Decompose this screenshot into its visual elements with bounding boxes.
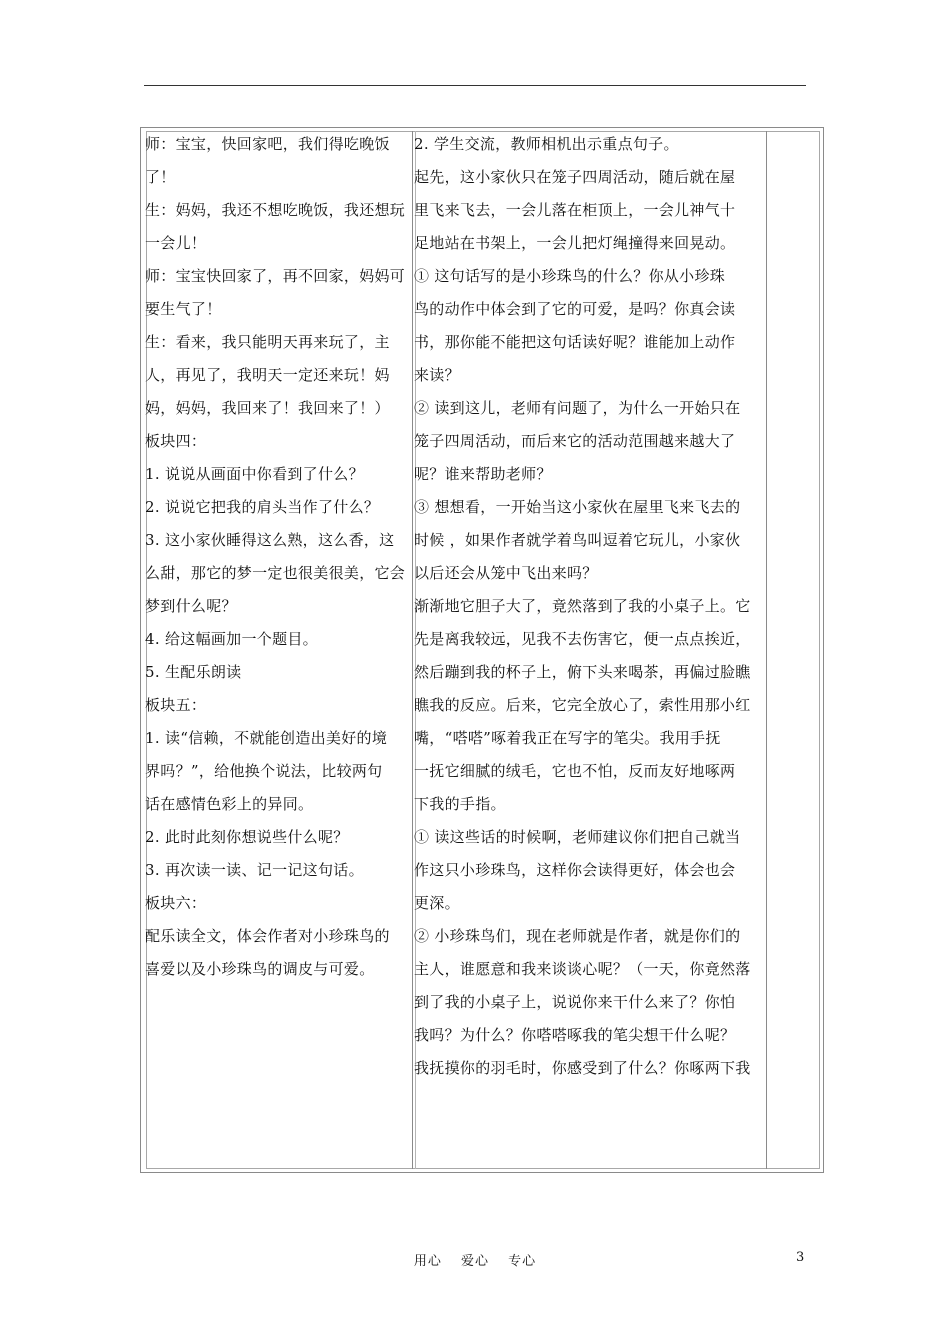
text-line: 3. 这小家伙睡得这么熟，这么香，这 xyxy=(145,531,395,549)
text-line: 3. 再次读一读、记一记这句话。 xyxy=(145,861,364,879)
text-line: 板块五： xyxy=(145,696,207,714)
text-line: 板块四： xyxy=(145,432,207,450)
text-line: 界吗？”，给他换个说法，比较两句 xyxy=(145,762,383,780)
header-rule xyxy=(144,85,806,86)
text-line: 下我的手指。 xyxy=(414,795,506,813)
text-line: 里飞来飞去，一会儿落在柜顶上，一会儿神气十 xyxy=(414,201,736,219)
text-line: ③ 想想看，一开始当这小家伙在屋里飞来飞去的 xyxy=(414,498,741,516)
text-line: 时候 ，如果作者就学着鸟叫逗着它玩儿，小家伙 xyxy=(414,531,741,549)
text-line: 笼子四周活动，而后来它的活动范围越来越大了 xyxy=(414,432,736,450)
text-line: 书，那你能不能把这句话读好呢？谁能加上动作 xyxy=(414,333,736,351)
text-line: 到了我的小桌子上，说说你来干什么来了？你怕 xyxy=(414,993,736,1011)
text-line: 嘴，“嗒嗒”啄着我正在写字的笔尖。我用手抚 xyxy=(414,729,721,747)
text-line: 2. 说说它把我的肩头当作了什么？ xyxy=(145,498,380,516)
text-line: 梦到什么呢？ xyxy=(145,597,237,615)
footer-motto: 用心 爱心 专心 xyxy=(413,1254,537,1269)
text-line: 渐渐地它胆子大了，竟然落到了我的小桌子上。它 xyxy=(414,597,751,615)
left-column xyxy=(145,128,412,986)
text-line: 来读？ xyxy=(414,366,460,384)
text-line: 话在感情色彩上的异同。 xyxy=(145,795,314,813)
text-line: 先是离我较远，见我不去伤害它，便一点点挨近， xyxy=(414,630,751,648)
text-line: 师：宝宝快回家了，再不回家，妈妈可 xyxy=(145,267,406,285)
text-line: 了！ xyxy=(145,168,176,186)
text-line: 起先，这小家伙只在笼子四周活动，随后就在屋 xyxy=(414,168,736,186)
text-line: 更深。 xyxy=(414,894,460,912)
text-line: 作这只小珍珠鸟，这样你会读得更好，体会也会 xyxy=(414,861,736,879)
text-line: ② 小珍珠鸟们，现在老师就是作者，就是你们的 xyxy=(414,927,741,945)
text-line: 瞧我的反应。后来，它完全放心了，索性用那小红 xyxy=(414,696,751,714)
column-divider xyxy=(412,131,413,1169)
text-line: 然后蹦到我的杯子上，俯下头来喝茶，再偏过脸瞧 xyxy=(414,663,751,681)
text-line: 师：宝宝，快回家吧，我们得吃晚饭 xyxy=(145,135,390,153)
text-line: 鸟的动作中体会到了它的可爱，是吗？你真会读 xyxy=(414,300,736,318)
text-line: 生：妈妈，我还不想吃晚饭，我还想玩 xyxy=(145,201,406,219)
text-line: 4. 给这幅画加一个题目。 xyxy=(145,630,318,648)
text-line: 我抚摸你的羽毛时，你感受到了什么？你啄两下我 xyxy=(414,1059,751,1077)
text-line: 5. 生配乐朗读 xyxy=(145,663,242,681)
text-line: 以后还会从笼中飞出来吗？ xyxy=(414,564,598,582)
right-column xyxy=(414,128,768,1085)
text-line: 妈，妈妈，我回来了！我回来了！） xyxy=(145,399,390,417)
text-line: 1. 读“信赖，不就能创造出美好的境 xyxy=(145,729,388,747)
text-line: 我吗？为什么？你嗒嗒啄我的笔尖想干什么呢？ xyxy=(414,1026,736,1044)
text-line: 一抚它细腻的绒毛，它也不怕，反而友好地啄两 xyxy=(414,762,736,780)
text-line: 2. 此时此刻你想说些什么呢？ xyxy=(145,828,349,846)
page-number: 3 xyxy=(796,1250,805,1265)
text-line: ① 读这些话的时候啊，老师建议你们把自己就当 xyxy=(414,828,741,846)
text-line: ① 这句话写的是小珍珠鸟的什么？你从小珍珠 xyxy=(414,267,726,285)
text-line: 1. 说说从画面中你看到了什么？ xyxy=(145,465,364,483)
text-line: 么甜，那它的梦一定也很美很美，它会 xyxy=(145,564,406,582)
text-line: ② 读到这儿，老师有问题了，为什么一开始只在 xyxy=(414,399,741,417)
text-line: 足地站在书架上，一会儿把灯绳撞得来回晃动。 xyxy=(414,234,736,252)
text-line: 呢？谁来帮助老师？ xyxy=(414,465,552,483)
text-line: 要生气了！ xyxy=(145,300,222,318)
text-line: 人，再见了，我明天一定还来玩！妈 xyxy=(145,366,390,384)
text-line: 喜爱以及小珍珠鸟的调皮与可爱。 xyxy=(145,960,375,978)
text-line: 配乐读全文，体会作者对小珍珠鸟的 xyxy=(145,927,390,945)
text-line: 生：看来，我只能明天再来玩了，主 xyxy=(145,333,390,351)
text-line: 板块六： xyxy=(145,894,207,912)
text-line: 一会儿！ xyxy=(145,234,207,252)
text-line: 主人，谁愿意和我来谈谈心呢？（一天，你竟然落 xyxy=(414,960,751,978)
text-line: 2. 学生交流，教师相机出示重点句子。 xyxy=(414,135,679,153)
